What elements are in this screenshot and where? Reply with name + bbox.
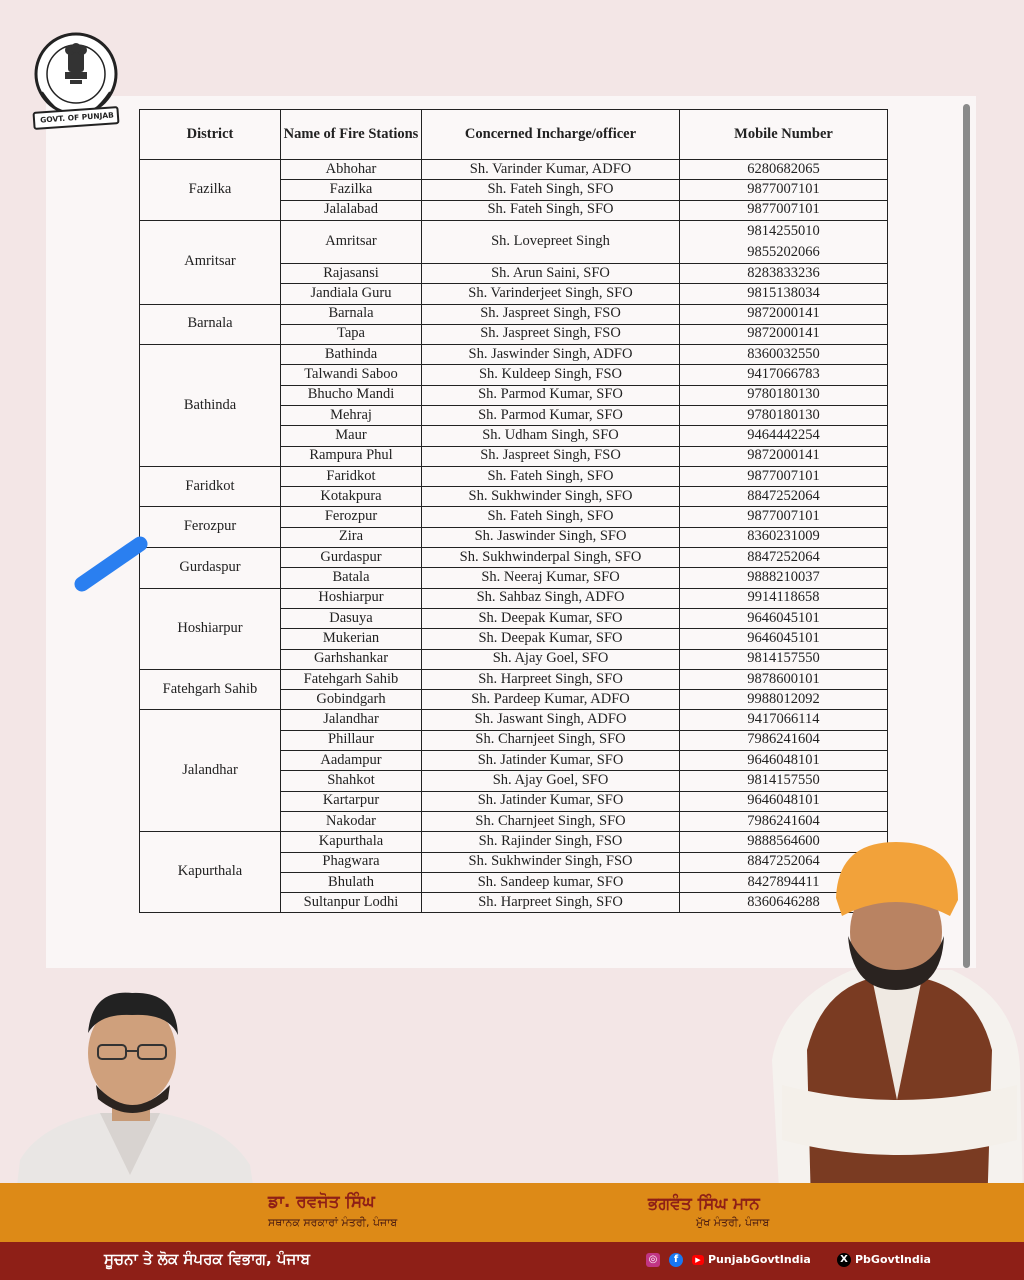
mobile-cell: 9815138034 [680, 284, 888, 304]
station-cell: Rampura Phul [281, 446, 422, 466]
station-cell: Jalalabad [281, 200, 422, 220]
officer-cell: Sh. Rajinder Singh, FSO [422, 832, 680, 852]
mobile-cell: 9417066114 [680, 710, 888, 730]
officer-cell: Sh. Arun Saini, SFO [422, 263, 680, 283]
officer-cell: Sh. Pardeep Kumar, ADFO [422, 690, 680, 710]
district-cell: Hoshiarpur [140, 588, 281, 669]
left-minister-role: ਸਥਾਨਕ ਸਰਕਾਰਾਂ ਮੰਤਰੀ, ਪੰਜਾਬ [268, 1216, 398, 1229]
officer-cell: Sh. Jaspreet Singh, FSO [422, 324, 680, 344]
mobile-cell: 9646045101 [680, 629, 888, 649]
station-cell: Amritsar [281, 220, 422, 263]
table-row [140, 304, 888, 324]
district-cell: Fatehgarh Sahib [140, 669, 281, 710]
officer-cell: Sh. Lovepreet Singh [422, 220, 680, 263]
right-minister-role: ਮੁੱਖ ਮੰਤਰੀ, ਪੰਜਾਬ [696, 1216, 770, 1229]
station-cell: Shahkot [281, 771, 422, 791]
station-cell: Talwandi Saboo [281, 365, 422, 385]
station-cell: Jalandhar [281, 710, 422, 730]
mobile-cell: 8283833236 [680, 263, 888, 283]
station-cell: Bathinda [281, 345, 422, 365]
mobile-cell: 8360231009 [680, 527, 888, 547]
officer-cell: Sh. Charnjeet Singh, SFO [422, 730, 680, 750]
scrollbar[interactable] [963, 104, 970, 968]
station-cell: Phillaur [281, 730, 422, 750]
social-handle-main[interactable]: PunjabGovtIndia [708, 1253, 811, 1266]
station-cell: Phagwara [281, 852, 422, 872]
officer-cell: Sh. Varinder Kumar, ADFO [422, 160, 680, 180]
seal-banner-label: GOVT. OF PUNJAB [39, 110, 115, 125]
table-row [140, 588, 888, 608]
district-cell: Fazilka [140, 160, 281, 221]
mobile-cell: 9814157550 [680, 649, 888, 669]
mobile-cell: 9646045101 [680, 608, 888, 628]
officer-cell: Sh. Deepak Kumar, SFO [422, 629, 680, 649]
officer-cell: Sh. Fateh Singh, SFO [422, 466, 680, 486]
mobile-cell: 7986241604 [680, 730, 888, 750]
mobile-cell: 9877007101 [680, 200, 888, 220]
station-cell: Maur [281, 426, 422, 446]
station-cell: Sultanpur Lodhi [281, 893, 422, 913]
mobile-cell: 9872000141 [680, 304, 888, 324]
officer-cell: Sh. Parmod Kumar, SFO [422, 385, 680, 405]
mobile-cell: 9877007101 [680, 466, 888, 486]
mobile-cell: 8360646288 [680, 893, 888, 913]
mobile-cell: 7986241604 [680, 811, 888, 831]
mobile-cell: 9878600101 [680, 669, 888, 689]
station-cell: Bhucho Mandi [281, 385, 422, 405]
officer-cell: Sh. Jaswinder Singh, ADFO [422, 345, 680, 365]
social-handle-x[interactable]: PbGovtIndia [855, 1253, 931, 1266]
station-cell: Jandiala Guru [281, 284, 422, 304]
district-cell: Barnala [140, 304, 281, 345]
station-cell: Tapa [281, 324, 422, 344]
minister-name-band [0, 1183, 1024, 1242]
station-cell: Kartarpur [281, 791, 422, 811]
mobile-cell: 9464442254 [680, 426, 888, 446]
station-cell: Nakodar [281, 811, 422, 831]
mobile-number-secondary: 9855202066 [747, 243, 820, 260]
mobile-cell: 8360032550 [680, 345, 888, 365]
table-row [140, 507, 888, 527]
officer-cell: Sh. Sukhwinder Singh, FSO [422, 852, 680, 872]
youtube-icon[interactable]: ▶ [692, 1255, 704, 1265]
officer-cell: Sh. Fateh Singh, SFO [422, 180, 680, 200]
mobile-cell: 6280682065 [680, 160, 888, 180]
officer-cell: Sh. Neeraj Kumar, SFO [422, 568, 680, 588]
officer-cell: Sh. Sukhwinderpal Singh, SFO [422, 548, 680, 568]
mobile-cell: 9877007101 [680, 507, 888, 527]
officer-cell: Sh. Harpreet Singh, SFO [422, 669, 680, 689]
mobile-cell: 9646048101 [680, 751, 888, 771]
officer-cell: Sh. Ajay Goel, SFO [422, 649, 680, 669]
mobile-cell: 8847252064 [680, 487, 888, 507]
mobile-cell: 9914118658 [680, 588, 888, 608]
mobile-cell: 8847252064 [680, 852, 888, 872]
officer-cell: Sh. Parmod Kumar, SFO [422, 406, 680, 426]
officer-cell: Sh. Fateh Singh, SFO [422, 200, 680, 220]
department-name: ਸੂਚਨਾ ਤੇ ਲੋਕ ਸੰਪਰਕ ਵਿਭਾਗ, ਪੰਜਾਬ [104, 1250, 311, 1268]
officer-cell: Sh. Harpreet Singh, SFO [422, 893, 680, 913]
officer-cell: Sh. Charnjeet Singh, SFO [422, 811, 680, 831]
officer-cell: Sh. Sahbaz Singh, ADFO [422, 588, 680, 608]
mobile-cell: 9888210037 [680, 568, 888, 588]
officer-cell: Sh. Jaswinder Singh, SFO [422, 527, 680, 547]
district-cell: Ferozpur [140, 507, 281, 548]
mobile-cell: 9814157550 [680, 771, 888, 791]
mobile-cell: 8847252064 [680, 548, 888, 568]
right-minister-name: ਭਗਵੰਤ ਸਿੰਘ ਮਾਨ [648, 1194, 760, 1214]
header-mobile: Mobile Number [680, 110, 888, 160]
facebook-icon[interactable]: f [669, 1253, 683, 1267]
officer-cell: Sh. Jaspreet Singh, FSO [422, 304, 680, 324]
officer-cell: Sh. Jatinder Kumar, SFO [422, 751, 680, 771]
x-icon[interactable]: X [837, 1253, 851, 1267]
station-cell: Fazilka [281, 180, 422, 200]
mobile-cell: 9877007101 [680, 180, 888, 200]
station-cell: Barnala [281, 304, 422, 324]
mobile-number: 9814255010 [747, 222, 820, 239]
district-cell: Bathinda [140, 345, 281, 467]
station-cell: Gobindgarh [281, 690, 422, 710]
district-cell: Kapurthala [140, 832, 281, 913]
officer-cell: Sh. Jatinder Kumar, SFO [422, 791, 680, 811]
table-row [140, 220, 888, 263]
district-cell: Gurdaspur [140, 548, 281, 589]
table-body [140, 160, 888, 913]
officer-cell: Sh. Ajay Goel, SFO [422, 771, 680, 791]
mobile-cell: 9988012092 [680, 690, 888, 710]
station-cell: Zira [281, 527, 422, 547]
left-minister-name: ਡਾ. ਰਵਜੋਤ ਸਿੰਘ [268, 1192, 375, 1212]
officer-cell: Sh. Deepak Kumar, SFO [422, 608, 680, 628]
mobile-cell: 8427894411 [680, 872, 888, 892]
table-row [140, 669, 888, 689]
officer-cell: Sh. Jaswant Singh, ADFO [422, 710, 680, 730]
table-row [140, 345, 888, 365]
mobile-cell: 9646048101 [680, 791, 888, 811]
station-cell: Kapurthala [281, 832, 422, 852]
header-district: District [140, 110, 281, 160]
district-cell: Amritsar [140, 220, 281, 304]
header-officer: Concerned Incharge/officer [422, 110, 680, 160]
table-row [140, 548, 888, 568]
station-cell: Dasuya [281, 608, 422, 628]
table-header-row [140, 110, 888, 160]
station-cell: Mehraj [281, 406, 422, 426]
station-cell: Gurdaspur [281, 548, 422, 568]
officer-cell: Sh. Jaspreet Singh, FSO [422, 446, 680, 466]
officer-cell: Sh. Sukhwinder Singh, SFO [422, 487, 680, 507]
station-cell: Aadampur [281, 751, 422, 771]
officer-cell: Sh. Fateh Singh, SFO [422, 507, 680, 527]
station-cell: Bhulath [281, 872, 422, 892]
table-row [140, 160, 888, 180]
officer-cell: Sh. Kuldeep Singh, FSO [422, 365, 680, 385]
table-row [140, 466, 888, 486]
officer-cell: Sh. Udham Singh, SFO [422, 426, 680, 446]
instagram-icon[interactable]: ◎ [646, 1253, 660, 1267]
station-cell: Rajasansi [281, 263, 422, 283]
header-station: Name of Fire Stations [281, 110, 422, 160]
district-cell: Jalandhar [140, 710, 281, 832]
station-cell: Batala [281, 568, 422, 588]
officer-cell: Sh. Varinderjeet Singh, SFO [422, 284, 680, 304]
mobile-cell: 9780180130 [680, 406, 888, 426]
fire-stations-table [139, 109, 888, 913]
station-cell: Faridkot [281, 466, 422, 486]
station-cell: Kotakpura [281, 487, 422, 507]
station-cell: Hoshiarpur [281, 588, 422, 608]
station-cell: Fatehgarh Sahib [281, 669, 422, 689]
mobile-cell: 9780180130 [680, 385, 888, 405]
station-cell: Ferozpur [281, 507, 422, 527]
station-cell: Mukerian [281, 629, 422, 649]
mobile-cell: 9872000141 [680, 324, 888, 344]
mobile-cell: 9417066783 [680, 365, 888, 385]
table-row [140, 710, 888, 730]
officer-cell: Sh. Sandeep kumar, SFO [422, 872, 680, 892]
mobile-cell: 9888564600 [680, 832, 888, 852]
station-cell: Garhshankar [281, 649, 422, 669]
blue-highlight-mark [70, 532, 152, 598]
mobile-cell: 9872000141 [680, 446, 888, 466]
district-cell: Faridkot [140, 466, 281, 507]
mobile-cell [680, 220, 888, 263]
station-cell: Abhohar [281, 160, 422, 180]
